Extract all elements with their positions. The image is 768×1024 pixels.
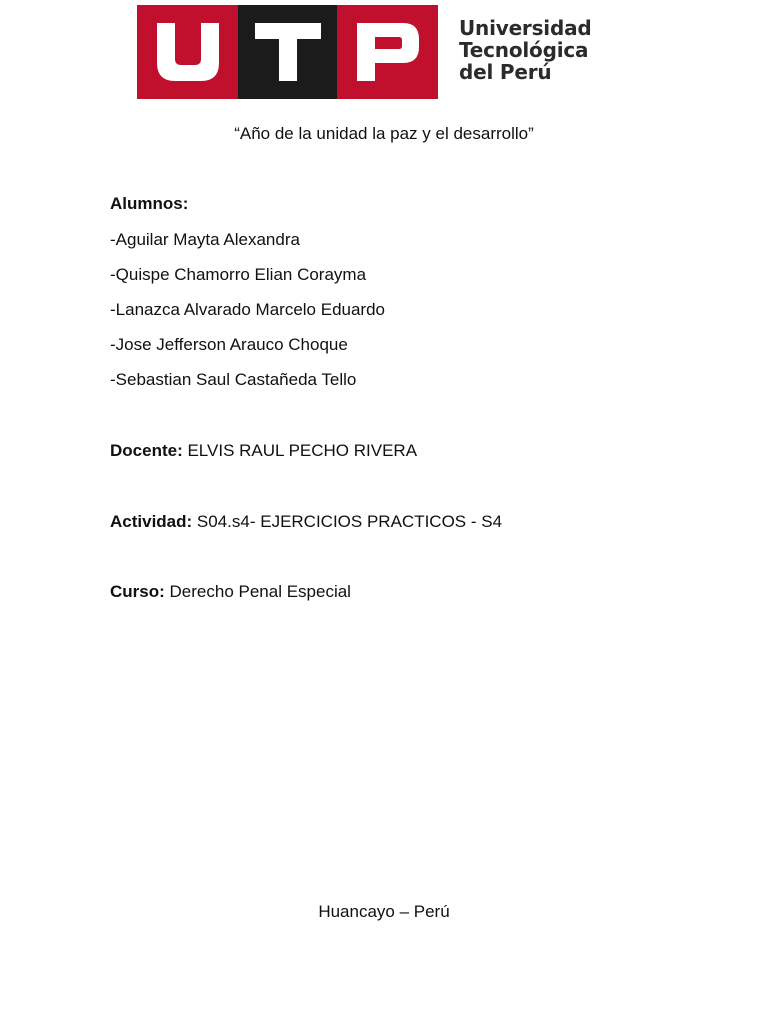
wordmark-line-2: Tecnológica [459, 38, 589, 62]
teacher-line [110, 440, 417, 462]
utp-logo [137, 5, 607, 99]
activity-value: S04.s4- EJERCICIOS PRACTICOS - S4 [196, 512, 503, 531]
year-motto: “Año de la unidad la paz y el desarrollo” [234, 124, 534, 143]
logo-letter-p [337, 5, 438, 99]
teacher-name: ELVIS RAUL PECHO RIVERA [187, 441, 418, 460]
utp-wordmark [459, 17, 619, 83]
wordmark-line-1: Universidad [459, 16, 592, 40]
activity-line [110, 511, 502, 533]
utp-logo-letters [137, 5, 438, 99]
activity-label: Actividad: [110, 512, 193, 531]
location-footer: Huancayo – Perú [318, 902, 450, 921]
course-label: Curso: [110, 582, 165, 601]
course-line [110, 581, 351, 603]
logo-letter-u [137, 5, 238, 99]
teacher-label: Docente: [110, 441, 183, 460]
student-name: -Sebastian Saul Castañeda Tello [110, 370, 357, 389]
student-name: -Jose Jefferson Arauco Choque [110, 335, 348, 354]
wordmark-line-3: del Perú [459, 60, 552, 84]
student-name: -Quispe Chamorro Elian Corayma [110, 265, 367, 284]
course-value: Derecho Penal Especial [169, 582, 351, 601]
logo-letter-t [238, 5, 337, 99]
student-name: -Lanazca Alvarado Marcelo Eduardo [110, 300, 385, 319]
student-name: -Aguilar Mayta Alexandra [110, 230, 300, 249]
students-label: Alumnos: [110, 194, 189, 213]
